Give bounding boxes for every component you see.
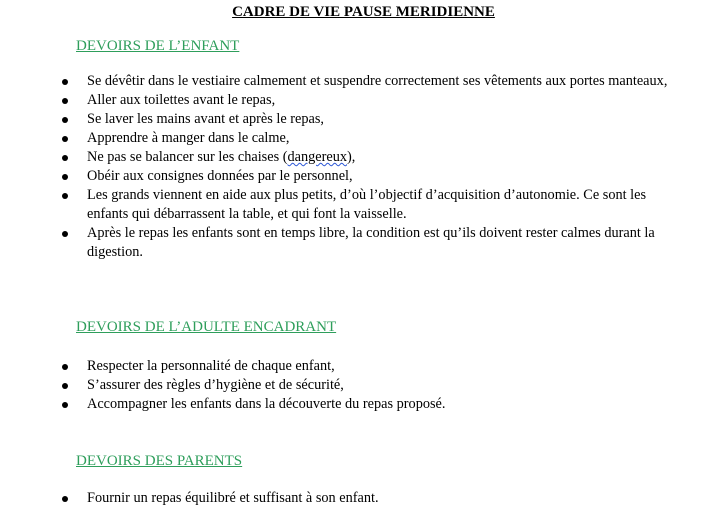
section-heading-adulte: DEVOIRS DE L’ADULTE ENCADRANT <box>76 319 337 335</box>
bullet-icon <box>62 174 68 180</box>
bullet-icon <box>62 402 68 408</box>
bullet-icon <box>62 79 68 85</box>
list-item: S’assurer des règles d’hygiène et de sécurité, <box>0 376 727 395</box>
list-item: Respecter la personnalité de chaque enfant, <box>0 357 727 376</box>
bullet-icon <box>62 136 68 142</box>
list-item: Après le repas les enfants sont en temps libre, la condition est qu’ils doivent rester calmes durant la digestion. <box>0 224 727 262</box>
list-item: Accompagner les enfants dans la découverte du repas proposé. <box>0 395 727 414</box>
bullet-icon <box>62 155 68 161</box>
section-heading-parents: DEVOIRS DES PARENTS <box>76 453 243 469</box>
bullet-list-adulte <box>0 357 727 414</box>
list-item: Aller aux toilettes avant le repas, <box>0 91 727 110</box>
bullet-list-enfant <box>0 72 727 262</box>
list-item: Fournir un repas équilibré et suffisant à son enfant. <box>0 489 727 508</box>
bullet-list-parents <box>0 489 727 508</box>
list-item: Les grands viennent en aide aux plus petits, d’où l’objectif d’acquisition d’autonomie. Ce sont les enfants qui débarrassent la table, et qui font la vaisselle. <box>0 186 727 224</box>
spellcheck-item: Ne pas se balancer sur les chaises (dangereux), <box>87 149 356 165</box>
bullet-icon <box>62 98 68 104</box>
spellcheck-underline: dangereux <box>287 149 348 165</box>
page-title: CADRE DE VIE PAUSE MERIDIENNE <box>232 4 495 20</box>
list-item: Obéir aux consignes données par le personnel, <box>0 167 727 186</box>
bullet-icon <box>62 231 68 237</box>
bullet-icon <box>62 383 68 389</box>
bullet-icon <box>62 117 68 123</box>
list-item: Se laver les mains avant et après le repas, <box>0 110 727 129</box>
section-heading-enfant: DEVOIRS DE L’ENFANT <box>76 38 240 54</box>
list-item: Apprendre à manger dans le calme, <box>0 129 727 148</box>
bullet-icon <box>62 364 68 370</box>
bullet-icon <box>62 496 68 502</box>
bullet-icon <box>62 193 68 199</box>
list-item: Se dévêtir dans le vestiaire calmement et suspendre correctement ses vêtements aux portes manteaux, <box>0 72 727 91</box>
list-item <box>0 148 727 167</box>
